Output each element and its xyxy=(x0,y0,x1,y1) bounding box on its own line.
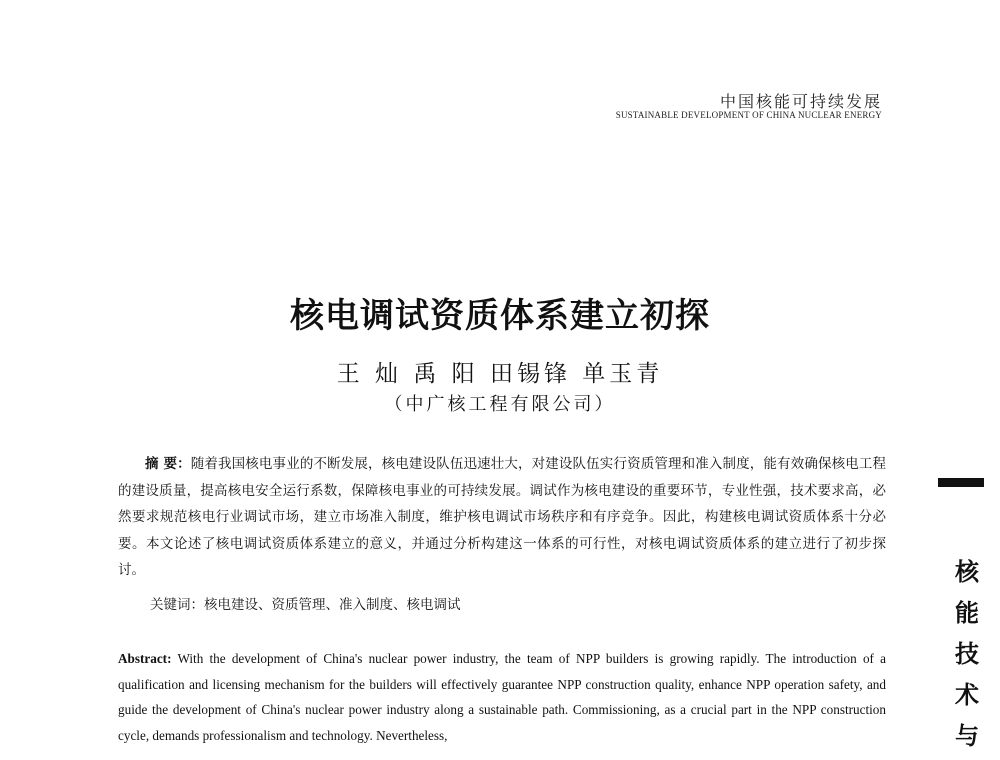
abstract-en-label: Abstract: xyxy=(118,651,172,666)
keywords-cn xyxy=(150,593,461,613)
article-affiliation: （中广核工程有限公司） xyxy=(384,394,616,415)
abstract-cn-label: 摘 要： xyxy=(145,456,191,472)
side-tab-char: 核 xyxy=(955,558,979,586)
keywords-cn-label: 关键词： xyxy=(150,597,204,613)
side-tab-label xyxy=(949,552,985,757)
side-tab-char: 能 xyxy=(955,599,979,627)
journal-title-cn: 中国核能可持续发展 xyxy=(719,92,882,111)
article-title: 核电调试资质体系建立初探 xyxy=(290,296,710,336)
abstract-cn-text: 随着我国核电事业的不断发展，核电建设队伍迅速壮大，对建设队伍实行资质管理和准入制度，能有效确保核电工程的建设质量，提高核电安全运行系数，保障核电事业的可持续发展。调试作为核电建设的重要环节，专业性强，技术要求高，必然要求规范核电行业调试市场，建立市场准入制度，维护核电调试市场秩序和有序竞争。因此，构建核电调试资质体系十分必要。本文论述了核电调试资质体系建立的意义，并通过分析构建这一体系的可行性，对核电调试资质体系的建立进行了初步探讨。 xyxy=(118,456,887,578)
side-tab-char: 术 xyxy=(955,681,979,709)
journal-title-en: SUSTAINABLE DEVELOPMENT OF CHINA NUCLEAR ENERGY xyxy=(615,110,882,120)
article-authors: 王 灿 禹 阳 田锡锋 单玉青 xyxy=(336,361,664,387)
keywords-cn-text: 核电建设、资质管理、准入制度、核电调试 xyxy=(204,597,461,613)
abstract-cn xyxy=(118,451,886,584)
side-tab-char: 技 xyxy=(955,640,979,668)
abstract-en-text: With the development of China's nuclear power industry, the team of NPP builders is growing rapidly. The introduction of a qualification and licensing mechanism for the builders will effectively guarantee NPP construction quality, enhance NPP operation safety, and guide the development of China's nuclear power industry along a sustainable path. Commissioning, as a crucial part in the NPP construction cycle, demands professionalism and technology. Nevertheless, xyxy=(118,651,886,743)
side-tab-char: 与 xyxy=(955,722,979,750)
side-tab-bar xyxy=(938,478,984,487)
abstract-en xyxy=(118,646,886,748)
